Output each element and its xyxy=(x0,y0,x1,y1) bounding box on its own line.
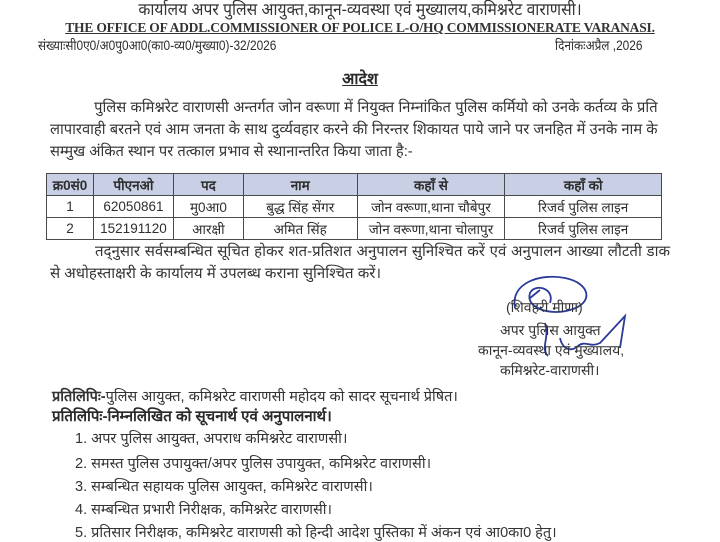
cell-rank: मु0आ0 xyxy=(173,196,243,218)
transfer-table xyxy=(46,173,662,240)
col-rank: पद xyxy=(173,174,243,196)
cell-to: रिजर्व पुलिस लाइन xyxy=(505,196,662,218)
copy-to-following: प्रतिलिपिः-निम्नलिखित को सूचनार्थ एवं अनुपालनार्थ। xyxy=(52,408,332,425)
table-header-row xyxy=(47,174,662,196)
office-title-hindi: कार्यालय अपर पुलिस आयुक्त,कानून-व्यवस्था एवं मुख्यालय,कमिश्नरेट वाराणसी। xyxy=(138,0,582,19)
cell-name: बुद्ध सिंह सेंगर xyxy=(243,196,357,218)
copy-to-commissioner xyxy=(52,386,458,406)
office-title-english: THE OFFICE OF ADDL.COMMISSIONER OF POLICE L-O/HQ COMMISSIONERATE VARANASI. xyxy=(65,20,655,35)
copy-label: प्रतिलिपिः- xyxy=(52,389,106,405)
signatory-name: (शिवहरी मीणा) xyxy=(506,299,583,315)
signatory-department: कानून-व्यवस्था एवं मुख्यालय, xyxy=(478,342,625,358)
signatory-designation: अपर पुलिस आयुक्त xyxy=(500,322,601,338)
list-item: 5. प्रतिसार निरीक्षक, कमिश्नरेट वाराणसी को हिन्दी आदेश पुस्तिका में अंकन एवं आ0का0 हेतु। xyxy=(75,525,557,541)
order-title: आदेश xyxy=(342,71,378,88)
list-item: 1. अपर पुलिस आयुक्त, अपराध कमिश्नरेट वाराणसी। xyxy=(75,431,348,447)
col-pno: पीएनओ xyxy=(93,174,173,196)
cell-serial: 2 xyxy=(47,218,94,240)
copy-text: पुलिस आयुक्त, कमिश्नरेट वाराणसी महोदय को सादर सूचनार्थ प्रेषित। xyxy=(105,389,458,405)
col-to: कहाँ को xyxy=(505,174,662,196)
cell-from: जोन वरूणा,थाना चोलापुर xyxy=(357,218,505,240)
col-name: नाम xyxy=(243,174,357,196)
list-item: 3. सम्बन्धित सहायक पुलिस आयुक्त, कमिश्नरेट वाराणसी। xyxy=(75,479,373,495)
cell-pno: 152191120 xyxy=(93,218,173,240)
signatory-location: कमिश्नरेट-वाराणसी। xyxy=(500,362,600,378)
cell-rank: आरक्षी xyxy=(173,218,243,240)
order-intro-paragraph: पुलिस कमिश्नरेट वाराणसी अन्तर्गत जोन वरूणा में नियुक्त निम्नांकित पुलिस कर्मियो को उनके कर्तव्य के प्रति लापारवाही बरतने एवं आम जनता के साथ दुर्व्यवहार करने की निरन्तर शिकायत पाये जाने पर जनहित में उनके नाम के सम्मुख अंकित स्थान पर तत्काल प्रभाव से स्थानान्तरित किया जाता है:- xyxy=(50,99,658,160)
cell-serial: 1 xyxy=(47,196,94,218)
col-serial: क्र0सं0 xyxy=(47,174,94,196)
col-from: कहाँ से xyxy=(357,174,505,196)
order-date: दिनांकःअप्रैल ,2026 xyxy=(555,38,643,53)
reference-number: संख्याःसी0ए0/अ0पु0आ0(का0-व्य0/मुख्या0)-32/2026 xyxy=(38,38,277,53)
cell-pno: 62050861 xyxy=(93,196,173,218)
list-item: 4. सम्बन्धित प्रभारी निरीक्षक, कमिश्नरेट वाराणसी। xyxy=(75,502,333,518)
table-row xyxy=(47,218,662,240)
cell-to: रिजर्व पुलिस लाइन xyxy=(505,218,662,240)
list-item: 2. समस्त पुलिस उपायुक्त/अपर पुलिस उपायुक्त, कमिश्नरेट वाराणसी। xyxy=(75,456,432,472)
cell-from: जोन वरूणा,थाना चौबेपुर xyxy=(357,196,505,218)
cell-name: अमित सिंह xyxy=(243,218,357,240)
order-closing-paragraph: तद्नुसार सर्वसम्बन्धित सूचित होकर शत-प्रतिशत अनुपालन सुनिश्चित करें एवं अनुपालन आख्या लौटती डाक से अधोहस्ताक्षरी के कार्यालय में उपलब्ध कराना सुनिश्चित करें। xyxy=(50,243,670,282)
table-row xyxy=(47,196,662,218)
